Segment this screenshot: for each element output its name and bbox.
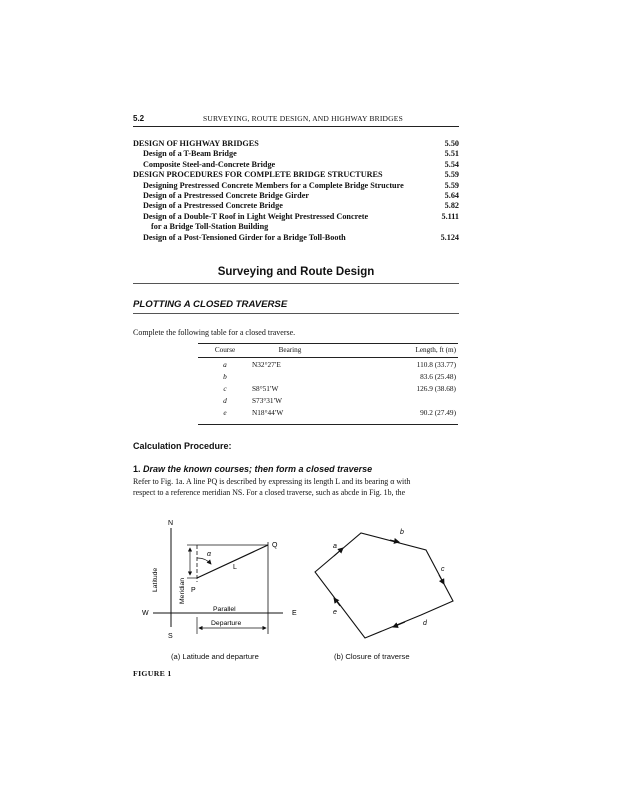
parallel-label: Parallel (213, 606, 236, 613)
table-cell-course: b (223, 372, 227, 381)
toc-entry-title: Design of a Double-T Roof in Light Weight Prestressed Concrete (143, 211, 369, 221)
header-rule (133, 126, 459, 127)
toc-entry-title: Design of a Post-Tensioned Girder for a Bridge Toll-Booth (143, 232, 346, 242)
toc-entry (133, 212, 459, 222)
figure-1-drawing (133, 514, 459, 644)
page-number: 5.2 (133, 114, 145, 123)
course-e-arrow (334, 598, 340, 606)
course-c-arrow (439, 575, 444, 584)
line-pq (197, 545, 268, 578)
toc-entry-page: 5.50 (444, 139, 459, 148)
toc-entry-page: 5.111 (441, 211, 459, 221)
table-cell-bearing: S8°51′W (252, 384, 279, 393)
section-title: Surveying and Route Design (217, 266, 375, 278)
table-header-bearing: Bearing (278, 346, 302, 354)
toc-entry (133, 222, 459, 232)
north-label: N (168, 520, 174, 527)
toc-entry (133, 233, 459, 243)
step-number: 1. (133, 464, 141, 474)
step-heading (133, 464, 372, 474)
figure-caption-a: (a) Latitude and departure (171, 652, 259, 661)
figure-label: FIGURE 1 (133, 669, 172, 678)
toc-entry-title: Composite Steel-and-Concrete Bridge (143, 159, 276, 169)
table-of-contents (133, 139, 459, 243)
toc-entry-page: 5.82 (444, 201, 459, 211)
table-cell-length: 90.2 (27.49) (420, 408, 456, 417)
section-rule (133, 283, 459, 284)
table-header-rule (198, 357, 458, 358)
length-l-label: L (233, 564, 237, 571)
table-cell-bearing: S73°31′W (252, 396, 283, 405)
toc-entry-page: 5.51 (444, 149, 459, 159)
table-header-length: Length, ft (m) (415, 346, 456, 354)
toc-entry-page: 5.59 (444, 180, 459, 190)
toc-entry-title: DESIGN PROCEDURES FOR COMPLETE BRIDGE STRUCTURES (133, 170, 383, 180)
table-cell-length: 83.6 (25.48) (420, 372, 456, 381)
subsection-rule (133, 313, 459, 314)
east-label: E (292, 610, 297, 617)
toc-entry (133, 181, 459, 191)
west-label: W (142, 610, 149, 617)
step-title: Draw the known courses; then form a closed traverse (143, 464, 373, 474)
calc-heading: Calculation Procedure: (133, 441, 232, 451)
table-top-rule (198, 343, 458, 344)
toc-entry (133, 170, 459, 180)
departure-label: Departure (211, 620, 242, 627)
south-label: S (168, 633, 173, 640)
toc-entry-title: for a Bridge Toll-Station Building (151, 222, 269, 232)
alpha-label: α (207, 551, 211, 558)
paragraph-line: Refer to Fig. 1a. A line PQ is described by expressing its length L and its bearing α with (133, 477, 411, 486)
meridian-label: Meridian (179, 577, 186, 604)
toc-entry-title: Design of a T-Beam Bridge (143, 149, 237, 159)
table-bottom-rule (198, 424, 458, 425)
point-p-label: P (191, 587, 196, 594)
intro-text: Complete the following table for a closed traverse. (133, 328, 296, 337)
table-cell-course: c (223, 384, 227, 393)
table-cell-length: 126.9 (38.68) (416, 384, 456, 393)
toc-entry-page: 5.124 (440, 232, 459, 242)
toc-entry-page: 5.64 (444, 190, 459, 200)
toc-entry-title: Design of a Prestressed Concrete Bridge Girder (143, 190, 309, 200)
paragraph-line: respect to a reference meridian NS. For a closed traverse, such as abcde in Fig. 1b, the (133, 487, 406, 497)
table-cell-length: 110.8 (33.77) (416, 360, 456, 369)
toc-entry (133, 149, 459, 159)
toc-entry (133, 201, 459, 211)
table-cell-bearing: N32°27′E (252, 360, 281, 369)
point-q-label: Q (272, 542, 278, 549)
toc-entry-page: 5.59 (444, 170, 459, 180)
table-cell-course: a (223, 360, 227, 369)
toc-entry (133, 139, 459, 149)
course-d-label: d (423, 620, 427, 627)
course-e-label: e (333, 609, 337, 616)
table-cell-course: e (223, 408, 227, 417)
figure-1b (315, 529, 453, 638)
running-title: SURVEYING, ROUTE DESIGN, AND HIGHWAY BRIDGES (203, 114, 403, 123)
bearing-angle-arc (197, 558, 211, 564)
figure-1a (142, 520, 297, 640)
toc-entry (133, 191, 459, 201)
figure-1 (133, 514, 459, 644)
step-paragraph (133, 477, 459, 498)
toc-entry-title: Designing Prestressed Concrete Members for a Complete Bridge Structure (143, 180, 404, 190)
toc-entry-title: Design of a Prestressed Concrete Bridge (143, 201, 283, 211)
course-a-label: a (333, 543, 337, 550)
table-cell-bearing: N18°44′W (252, 408, 284, 417)
toc-entry (133, 160, 459, 170)
course-b-label: b (400, 529, 404, 536)
figure-caption-b: (b) Closure of traverse (334, 652, 410, 661)
toc-entry-page: 5.54 (444, 159, 459, 169)
course-c-label: c (441, 566, 445, 573)
table-cell-course: d (223, 396, 227, 405)
course-d-arrow (393, 622, 405, 627)
latitude-label: Latitude (152, 567, 159, 592)
subsection-title: PLOTTING A CLOSED TRAVERSE (133, 299, 288, 310)
table-header-course: Course (214, 346, 236, 354)
toc-entry-title: DESIGN OF HIGHWAY BRIDGES (133, 139, 259, 148)
